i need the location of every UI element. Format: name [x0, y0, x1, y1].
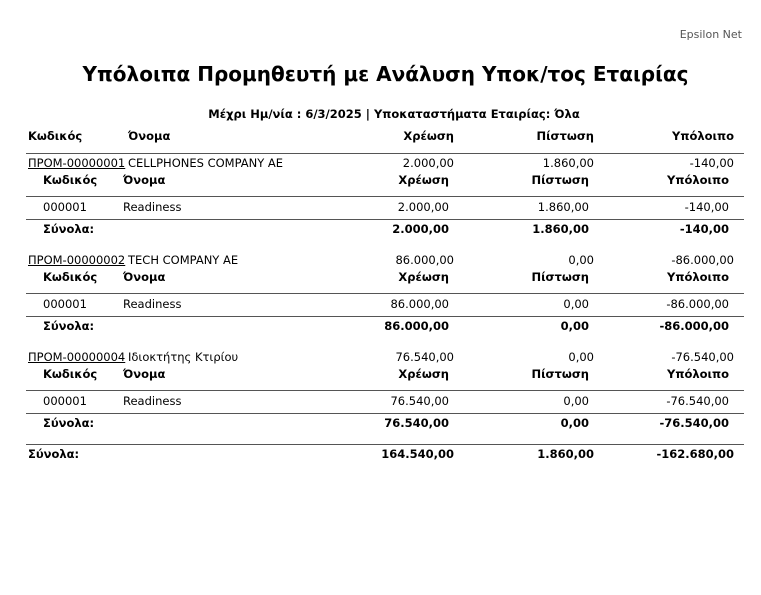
totals-debit: 86.000,00: [384, 319, 449, 333]
supplier-debit: 2.000,00: [402, 156, 454, 170]
branch-balance: -76.540,00: [666, 394, 729, 408]
header-debit: Χρέωση: [403, 129, 454, 143]
supplier-credit: 0,00: [568, 350, 594, 364]
totals-label: Σύνολα:: [43, 222, 95, 236]
sub-header-balance: Υπόλοιπο: [667, 367, 729, 381]
supplier-name: TECH COMPANY AE: [128, 253, 239, 267]
grand-total-balance: -162.680,00: [656, 447, 734, 461]
sub-header-divider: [26, 293, 744, 294]
branch-balance: -86.000,00: [666, 297, 729, 311]
supplier-name: CELLPHONES COMPANY AE: [128, 156, 284, 170]
totals-balance: -76.540,00: [659, 416, 729, 430]
header-divider: [26, 153, 744, 154]
supplier-code-link[interactable]: ΠΡΟΜ-00000001: [28, 156, 126, 170]
supplier-name: Ιδιοκτήτης Κτιρίου: [128, 350, 239, 364]
supplier-credit: 0,00: [568, 253, 594, 267]
supplier-debit: 76.540,00: [395, 350, 454, 364]
grand-total-credit: 1.860,00: [537, 447, 594, 461]
totals-credit: 0,00: [560, 319, 589, 333]
branch-name: Readiness: [123, 297, 182, 311]
branch-credit: 0,00: [563, 394, 589, 408]
branch-code: 000001: [43, 297, 87, 311]
totals-debit: 2.000,00: [392, 222, 449, 236]
branch-debit: 86.000,00: [390, 297, 449, 311]
sub-header-divider: [26, 390, 744, 391]
branch-divider: [26, 219, 744, 220]
branch-divider: [26, 316, 744, 317]
supplier-code-link[interactable]: ΠΡΟΜ-00000004: [28, 350, 126, 364]
header-name: Όνομα: [128, 129, 171, 143]
branch-balance: -140,00: [684, 200, 729, 214]
totals-balance: -86.000,00: [659, 319, 729, 333]
header-credit: Πίστωση: [536, 129, 594, 143]
totals-credit: 0,00: [560, 416, 589, 430]
header-code: Κωδικός: [28, 129, 83, 143]
totals-balance: -140,00: [679, 222, 729, 236]
totals-credit: 1.860,00: [532, 222, 589, 236]
branch-debit: 2.000,00: [397, 200, 449, 214]
sub-header-name: Όνομα: [123, 270, 166, 284]
brand-label: Epsilon Net: [679, 28, 742, 41]
grand-total-divider: [26, 444, 744, 445]
sub-header-debit: Χρέωση: [398, 173, 449, 187]
grand-total-debit: 164.540,00: [381, 447, 454, 461]
branch-code: 000001: [43, 200, 87, 214]
sub-header-code: Κωδικός: [43, 367, 98, 381]
branch-credit: 1.860,00: [537, 200, 589, 214]
branch-debit: 76.540,00: [390, 394, 449, 408]
sub-header-debit: Χρέωση: [398, 270, 449, 284]
totals-debit: 76.540,00: [384, 416, 449, 430]
supplier-balance: -76.540,00: [671, 350, 734, 364]
totals-label: Σύνολα:: [43, 319, 95, 333]
sub-header-balance: Υπόλοιπο: [667, 173, 729, 187]
sub-header-divider: [26, 196, 744, 197]
sub-header-name: Όνομα: [123, 367, 166, 381]
sub-header-code: Κωδικός: [43, 270, 98, 284]
report-subtitle: Μέχρι Ημ/νία : 6/3/2025 | Υποκαταστήματα Εταιρίας: Όλα: [208, 107, 580, 121]
sub-header-credit: Πίστωση: [531, 270, 589, 284]
sub-header-code: Κωδικός: [43, 173, 98, 187]
supplier-credit: 1.860,00: [542, 156, 594, 170]
report-title: Υπόλοιπα Προμηθευτή με Ανάλυση Υποκ/τος Εταιρίας: [82, 62, 689, 86]
totals-label: Σύνολα:: [43, 416, 95, 430]
branch-divider: [26, 413, 744, 414]
branch-name: Readiness: [123, 200, 182, 214]
supplier-debit: 86.000,00: [395, 253, 454, 267]
sub-header-credit: Πίστωση: [531, 367, 589, 381]
sub-header-name: Όνομα: [123, 173, 166, 187]
grand-total-label: Σύνολα:: [28, 447, 80, 461]
supplier-balance: -140,00: [689, 156, 734, 170]
branch-credit: 0,00: [563, 297, 589, 311]
supplier-balance: -86.000,00: [671, 253, 734, 267]
branch-name: Readiness: [123, 394, 182, 408]
branch-code: 000001: [43, 394, 87, 408]
sub-header-debit: Χρέωση: [398, 367, 449, 381]
supplier-code-link[interactable]: ΠΡΟΜ-00000002: [28, 253, 126, 267]
sub-header-credit: Πίστωση: [531, 173, 589, 187]
header-balance: Υπόλοιπο: [672, 129, 734, 143]
sub-header-balance: Υπόλοιπο: [667, 270, 729, 284]
